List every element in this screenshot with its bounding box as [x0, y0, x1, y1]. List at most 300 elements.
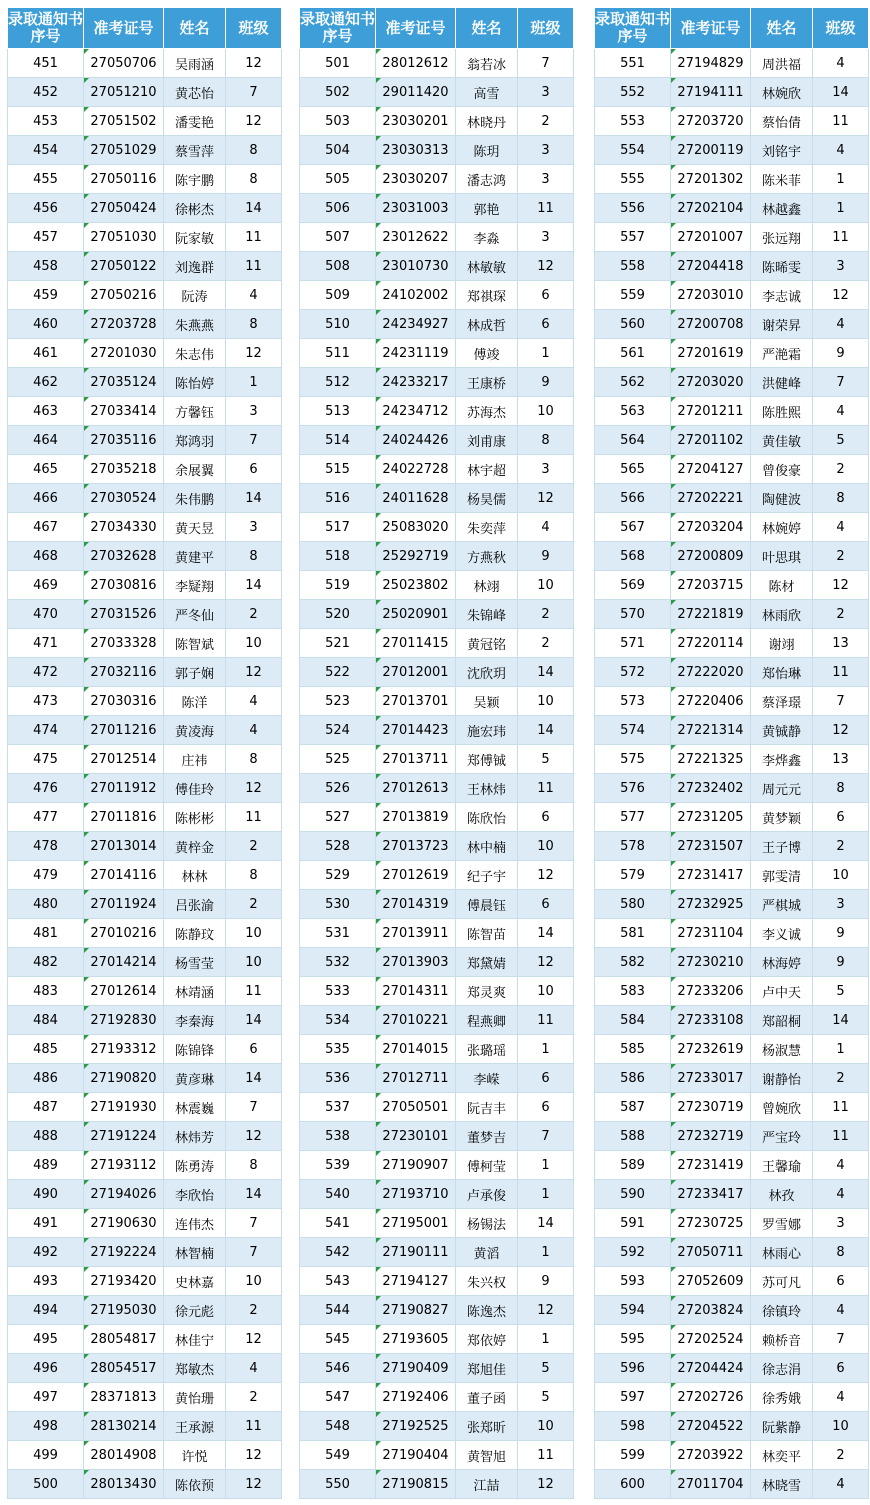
- notice-seq-cell: 521: [300, 629, 376, 658]
- notice-seq-cell: 596: [595, 1354, 671, 1383]
- table-row: [595, 513, 869, 542]
- table-row: [300, 1006, 574, 1035]
- exam-id-cell: 27204424: [671, 1354, 751, 1383]
- class-cell: 4: [813, 136, 869, 165]
- table-row: [595, 397, 869, 426]
- student-name-cell: 阮紫静: [751, 1412, 813, 1441]
- exam-id-cell: 27203922: [671, 1441, 751, 1470]
- class-cell: 1: [813, 194, 869, 223]
- notice-seq-cell: 597: [595, 1383, 671, 1412]
- student-name-cell: 许悦: [164, 1441, 226, 1470]
- exam-id-cell: 27190409: [376, 1354, 456, 1383]
- class-cell: 4: [226, 281, 282, 310]
- student-name-cell: 李志诚: [751, 281, 813, 310]
- notice-seq-cell: 478: [8, 832, 84, 861]
- class-cell: 14: [518, 919, 574, 948]
- notice-seq-cell: 479: [8, 861, 84, 890]
- exam-id-cell: 27200119: [671, 136, 751, 165]
- notice-seq-cell: 572: [595, 658, 671, 687]
- class-cell: 4: [518, 513, 574, 542]
- exam-id-cell: 27035124: [84, 368, 164, 397]
- class-cell: 2: [813, 1441, 869, 1470]
- exam-id-cell: 27050706: [84, 49, 164, 78]
- student-name-cell: 傅柯莹: [456, 1151, 518, 1180]
- class-cell: 12: [226, 107, 282, 136]
- student-name-cell: 林智楠: [164, 1238, 226, 1267]
- class-cell: 7: [813, 687, 869, 716]
- exam-id-cell: 28014908: [84, 1441, 164, 1470]
- notice-seq-cell: 577: [595, 803, 671, 832]
- student-name-cell: 杨雪莹: [164, 948, 226, 977]
- class-cell: 9: [813, 919, 869, 948]
- class-cell: 11: [813, 1093, 869, 1122]
- class-cell: 8: [518, 426, 574, 455]
- table-row: [595, 1064, 869, 1093]
- notice-seq-cell: 558: [595, 252, 671, 281]
- class-cell: 1: [518, 1238, 574, 1267]
- table-row: [595, 1354, 869, 1383]
- student-name-cell: 阮涛: [164, 281, 226, 310]
- class-cell: 3: [813, 1209, 869, 1238]
- exam-id-cell: 27193312: [84, 1035, 164, 1064]
- table-row: [595, 165, 869, 194]
- exam-id-cell: 27221325: [671, 745, 751, 774]
- student-name-cell: 黄天昱: [164, 513, 226, 542]
- notice-seq-cell: 452: [8, 78, 84, 107]
- notice-seq-cell: 586: [595, 1064, 671, 1093]
- notice-seq-cell: 453: [8, 107, 84, 136]
- table-row: [300, 426, 574, 455]
- student-name-cell: 徐志涓: [751, 1354, 813, 1383]
- exam-id-cell: 27203715: [671, 571, 751, 600]
- table-row: [300, 1238, 574, 1267]
- table-row: [300, 194, 574, 223]
- student-name-cell: 吴颖: [456, 687, 518, 716]
- student-name-cell: 陈勇涛: [164, 1151, 226, 1180]
- table-row: [595, 223, 869, 252]
- class-cell: 12: [226, 1325, 282, 1354]
- class-cell: 10: [813, 861, 869, 890]
- class-cell: 7: [226, 1238, 282, 1267]
- table-row: [8, 1151, 282, 1180]
- exam-id-cell: 27201302: [671, 165, 751, 194]
- class-cell: 14: [813, 1006, 869, 1035]
- exam-id-cell: 28054817: [84, 1325, 164, 1354]
- notice-seq-cell: 464: [8, 426, 84, 455]
- class-cell: 1: [518, 339, 574, 368]
- table-row: [300, 78, 574, 107]
- notice-seq-cell: 515: [300, 455, 376, 484]
- student-name-cell: 陈逸杰: [456, 1296, 518, 1325]
- table-row: [300, 1209, 574, 1238]
- table-row: [8, 1412, 282, 1441]
- class-cell: 11: [226, 252, 282, 281]
- student-name-cell: 林晓雪: [751, 1470, 813, 1499]
- class-cell: 10: [226, 948, 282, 977]
- class-cell: 11: [813, 107, 869, 136]
- table-row: [8, 165, 282, 194]
- exam-id-cell: 27221819: [671, 600, 751, 629]
- student-name-cell: 蔡雪萍: [164, 136, 226, 165]
- table-row: [595, 339, 869, 368]
- notice-seq-cell: 451: [8, 49, 84, 78]
- exam-id-cell: 27032628: [84, 542, 164, 571]
- notice-seq-cell: 555: [595, 165, 671, 194]
- notice-seq-cell: 529: [300, 861, 376, 890]
- table-row: [595, 1441, 869, 1470]
- notice-seq-cell: 540: [300, 1180, 376, 1209]
- class-cell: 5: [518, 1354, 574, 1383]
- table-row: [595, 1035, 869, 1064]
- class-cell: 4: [813, 1470, 869, 1499]
- student-name-cell: 林雨心: [751, 1238, 813, 1267]
- table-row: [8, 339, 282, 368]
- exam-id-cell: 27052609: [671, 1267, 751, 1296]
- table-row: [300, 861, 574, 890]
- student-name-cell: 江喆: [456, 1470, 518, 1499]
- notice-seq-cell: 563: [595, 397, 671, 426]
- table-row: [8, 194, 282, 223]
- header-class: 班级: [518, 8, 574, 49]
- class-cell: 4: [813, 1383, 869, 1412]
- student-name-cell: 陈洋: [164, 687, 226, 716]
- class-cell: 4: [813, 1296, 869, 1325]
- student-name-cell: 严棋城: [751, 890, 813, 919]
- class-cell: 14: [226, 571, 282, 600]
- header-notice-seq: 录取通知书序号: [595, 8, 671, 49]
- exam-id-cell: 27050122: [84, 252, 164, 281]
- table-row: [595, 977, 869, 1006]
- class-cell: 3: [518, 223, 574, 252]
- class-cell: 2: [813, 1064, 869, 1093]
- student-name-cell: 李欣怡: [164, 1180, 226, 1209]
- table-row: [8, 832, 282, 861]
- notice-seq-cell: 560: [595, 310, 671, 339]
- exam-id-cell: 27034330: [84, 513, 164, 542]
- student-name-cell: 陈胜熙: [751, 397, 813, 426]
- table-row: [8, 1441, 282, 1470]
- class-cell: 5: [518, 1383, 574, 1412]
- student-name-cell: 林佳宁: [164, 1325, 226, 1354]
- exam-id-cell: 27192406: [376, 1383, 456, 1412]
- notice-seq-cell: 459: [8, 281, 84, 310]
- table-row: [595, 107, 869, 136]
- student-name-cell: 周元元: [751, 774, 813, 803]
- student-name-cell: 程燕卿: [456, 1006, 518, 1035]
- class-cell: 10: [518, 1412, 574, 1441]
- notice-seq-cell: 475: [8, 745, 84, 774]
- exam-id-cell: 25023802: [376, 571, 456, 600]
- class-cell: 9: [813, 339, 869, 368]
- header-name: 姓名: [751, 8, 813, 49]
- student-name-cell: 李秦海: [164, 1006, 226, 1035]
- notice-seq-cell: 595: [595, 1325, 671, 1354]
- notice-seq-cell: 469: [8, 571, 84, 600]
- notice-seq-cell: 513: [300, 397, 376, 426]
- class-cell: 8: [226, 310, 282, 339]
- class-cell: 10: [226, 629, 282, 658]
- student-name-cell: 郑祺琛: [456, 281, 518, 310]
- table-row: [300, 571, 574, 600]
- student-name-cell: 杨昊儒: [456, 484, 518, 513]
- exam-id-cell: 27231104: [671, 919, 751, 948]
- table-row: [8, 136, 282, 165]
- notice-seq-cell: 544: [300, 1296, 376, 1325]
- notice-seq-cell: 548: [300, 1412, 376, 1441]
- notice-seq-cell: 528: [300, 832, 376, 861]
- class-cell: 11: [226, 1412, 282, 1441]
- table-row: [300, 455, 574, 484]
- class-cell: 12: [518, 948, 574, 977]
- notice-seq-cell: 465: [8, 455, 84, 484]
- class-cell: 14: [518, 716, 574, 745]
- notice-seq-cell: 535: [300, 1035, 376, 1064]
- student-name-cell: 林越鑫: [751, 194, 813, 223]
- student-name-cell: 林奕平: [751, 1441, 813, 1470]
- exam-id-cell: 27010216: [84, 919, 164, 948]
- table-row: [8, 107, 282, 136]
- class-cell: 12: [226, 658, 282, 687]
- notice-seq-cell: 510: [300, 310, 376, 339]
- exam-id-cell: 23030201: [376, 107, 456, 136]
- table-row: [595, 1412, 869, 1441]
- student-name-cell: 林孜: [751, 1180, 813, 1209]
- table-row: [595, 1151, 869, 1180]
- class-cell: 4: [813, 1180, 869, 1209]
- exam-id-cell: 27013819: [376, 803, 456, 832]
- student-name-cell: 杨淑慧: [751, 1035, 813, 1064]
- table-row: [595, 658, 869, 687]
- student-name-cell: 赖桥音: [751, 1325, 813, 1354]
- exam-id-cell: 27033328: [84, 629, 164, 658]
- table-row: [8, 803, 282, 832]
- table-row: [8, 542, 282, 571]
- notice-seq-cell: 512: [300, 368, 376, 397]
- exam-id-cell: 27011216: [84, 716, 164, 745]
- exam-id-cell: 27051029: [84, 136, 164, 165]
- class-cell: 12: [518, 252, 574, 281]
- notice-seq-cell: 537: [300, 1093, 376, 1122]
- class-cell: 11: [518, 1441, 574, 1470]
- student-name-cell: 郑旭佳: [456, 1354, 518, 1383]
- class-cell: 7: [226, 426, 282, 455]
- notice-seq-cell: 539: [300, 1151, 376, 1180]
- notice-seq-cell: 525: [300, 745, 376, 774]
- exam-id-cell: 27202104: [671, 194, 751, 223]
- notice-seq-cell: 481: [8, 919, 84, 948]
- notice-seq-cell: 503: [300, 107, 376, 136]
- student-name-cell: 陈玥: [456, 136, 518, 165]
- student-name-cell: 陈智苗: [456, 919, 518, 948]
- class-cell: 6: [518, 803, 574, 832]
- notice-seq-cell: 532: [300, 948, 376, 977]
- exam-id-cell: 27195030: [84, 1296, 164, 1325]
- exam-id-cell: 25083020: [376, 513, 456, 542]
- table-row: [300, 745, 574, 774]
- notice-seq-cell: 509: [300, 281, 376, 310]
- table-row: [300, 1180, 574, 1209]
- exam-id-cell: 23012622: [376, 223, 456, 252]
- table-row: [595, 1470, 869, 1499]
- student-name-cell: 黄梦颖: [751, 803, 813, 832]
- student-name-cell: 严宝玲: [751, 1122, 813, 1151]
- notice-seq-cell: 492: [8, 1238, 84, 1267]
- class-cell: 6: [518, 1093, 574, 1122]
- exam-id-cell: 27012514: [84, 745, 164, 774]
- notice-seq-cell: 571: [595, 629, 671, 658]
- student-name-cell: 陈彬彬: [164, 803, 226, 832]
- exam-id-cell: 27233206: [671, 977, 751, 1006]
- class-cell: 5: [813, 977, 869, 1006]
- exam-id-cell: 27230210: [671, 948, 751, 977]
- table-row: [8, 600, 282, 629]
- exam-id-cell: 27230719: [671, 1093, 751, 1122]
- student-name-cell: 林雨欣: [751, 600, 813, 629]
- notice-seq-cell: 462: [8, 368, 84, 397]
- exam-id-cell: 27051210: [84, 78, 164, 107]
- notice-seq-cell: 588: [595, 1122, 671, 1151]
- table-row: [300, 310, 574, 339]
- table-row: [300, 658, 574, 687]
- exam-id-cell: 27194829: [671, 49, 751, 78]
- table-row: [595, 1296, 869, 1325]
- class-cell: 14: [226, 1180, 282, 1209]
- class-cell: 8: [226, 745, 282, 774]
- exam-id-cell: 27032116: [84, 658, 164, 687]
- class-cell: 6: [813, 1267, 869, 1296]
- table-row: [300, 1151, 574, 1180]
- notice-seq-cell: 592: [595, 1238, 671, 1267]
- class-cell: 4: [226, 687, 282, 716]
- table-row: [595, 948, 869, 977]
- notice-seq-cell: 514: [300, 426, 376, 455]
- class-cell: 1: [518, 1151, 574, 1180]
- exam-id-cell: 27194111: [671, 78, 751, 107]
- class-cell: 12: [518, 1470, 574, 1499]
- table-row: [8, 948, 282, 977]
- table-row: [8, 1267, 282, 1296]
- table-row: [595, 1383, 869, 1412]
- exam-id-cell: 27202726: [671, 1383, 751, 1412]
- student-name-cell: 严冬仙: [164, 600, 226, 629]
- table-row: [8, 426, 282, 455]
- student-name-cell: 苏可凡: [751, 1267, 813, 1296]
- table-row: [8, 977, 282, 1006]
- exam-id-cell: 27193605: [376, 1325, 456, 1354]
- notice-seq-cell: 564: [595, 426, 671, 455]
- student-name-cell: 刘甫康: [456, 426, 518, 455]
- table-row: [300, 687, 574, 716]
- exam-id-cell: 23010730: [376, 252, 456, 281]
- exam-id-cell: 27192224: [84, 1238, 164, 1267]
- student-name-cell: 黄智旭: [456, 1441, 518, 1470]
- table-row: [8, 1383, 282, 1412]
- student-name-cell: 王子博: [751, 832, 813, 861]
- class-cell: 2: [226, 1383, 282, 1412]
- header-notice-seq: 录取通知书序号: [8, 8, 84, 49]
- exam-id-cell: 27193112: [84, 1151, 164, 1180]
- exam-id-cell: 27192830: [84, 1006, 164, 1035]
- exam-id-cell: 27014423: [376, 716, 456, 745]
- notice-seq-cell: 554: [595, 136, 671, 165]
- notice-seq-cell: 487: [8, 1093, 84, 1122]
- student-name-cell: 郭雯清: [751, 861, 813, 890]
- exam-id-cell: 27193420: [84, 1267, 164, 1296]
- student-name-cell: 郑黛婧: [456, 948, 518, 977]
- class-cell: 12: [226, 1441, 282, 1470]
- notice-seq-cell: 543: [300, 1267, 376, 1296]
- student-name-cell: 林宇超: [456, 455, 518, 484]
- table-row: [8, 1238, 282, 1267]
- class-cell: 7: [226, 1209, 282, 1238]
- exam-id-cell: 27204127: [671, 455, 751, 484]
- notice-seq-cell: 552: [595, 78, 671, 107]
- class-cell: 6: [226, 1035, 282, 1064]
- class-cell: 10: [518, 397, 574, 426]
- student-name-cell: 朱锦峰: [456, 600, 518, 629]
- table-row: [595, 803, 869, 832]
- student-name-cell: 张璐瑶: [456, 1035, 518, 1064]
- table-row: [8, 1354, 282, 1383]
- student-name-cell: 黄彦琳: [164, 1064, 226, 1093]
- class-cell: 1: [518, 1325, 574, 1354]
- table-row: [300, 832, 574, 861]
- exam-id-cell: 27232719: [671, 1122, 751, 1151]
- exam-id-cell: 28371813: [84, 1383, 164, 1412]
- class-cell: 12: [518, 1296, 574, 1325]
- notice-seq-cell: 499: [8, 1441, 84, 1470]
- exam-id-cell: 27195001: [376, 1209, 456, 1238]
- student-name-cell: 朱兴权: [456, 1267, 518, 1296]
- student-name-cell: 曾俊豪: [751, 455, 813, 484]
- exam-id-cell: 27012001: [376, 658, 456, 687]
- student-name-cell: 徐元彪: [164, 1296, 226, 1325]
- notice-seq-cell: 583: [595, 977, 671, 1006]
- student-name-cell: 李烨鑫: [751, 745, 813, 774]
- class-cell: 8: [226, 136, 282, 165]
- class-cell: 2: [813, 455, 869, 484]
- class-cell: 14: [518, 1209, 574, 1238]
- student-name-cell: 张远翔: [751, 223, 813, 252]
- table-row: [8, 223, 282, 252]
- notice-seq-cell: 541: [300, 1209, 376, 1238]
- class-cell: 2: [518, 107, 574, 136]
- class-cell: 10: [813, 1412, 869, 1441]
- table-row: [300, 919, 574, 948]
- student-name-cell: 陈智斌: [164, 629, 226, 658]
- student-name-cell: 陈宇鹏: [164, 165, 226, 194]
- notice-seq-cell: 520: [300, 600, 376, 629]
- table-row: [300, 1412, 574, 1441]
- student-name-cell: 陈怡婷: [164, 368, 226, 397]
- class-cell: 9: [518, 1267, 574, 1296]
- class-cell: 3: [813, 890, 869, 919]
- class-cell: 8: [226, 1151, 282, 1180]
- student-name-cell: 方馨钰: [164, 397, 226, 426]
- notice-seq-cell: 471: [8, 629, 84, 658]
- student-name-cell: 周洪福: [751, 49, 813, 78]
- class-cell: 6: [518, 310, 574, 339]
- exam-id-cell: 27191224: [84, 1122, 164, 1151]
- class-cell: 12: [226, 1470, 282, 1499]
- admission-table-block-2: [299, 7, 574, 1499]
- exam-id-cell: 27190907: [376, 1151, 456, 1180]
- table-row: [8, 745, 282, 774]
- table-row: [595, 1180, 869, 1209]
- table-row: [300, 600, 574, 629]
- table-row: [8, 397, 282, 426]
- student-name-cell: 曾婉欣: [751, 1093, 813, 1122]
